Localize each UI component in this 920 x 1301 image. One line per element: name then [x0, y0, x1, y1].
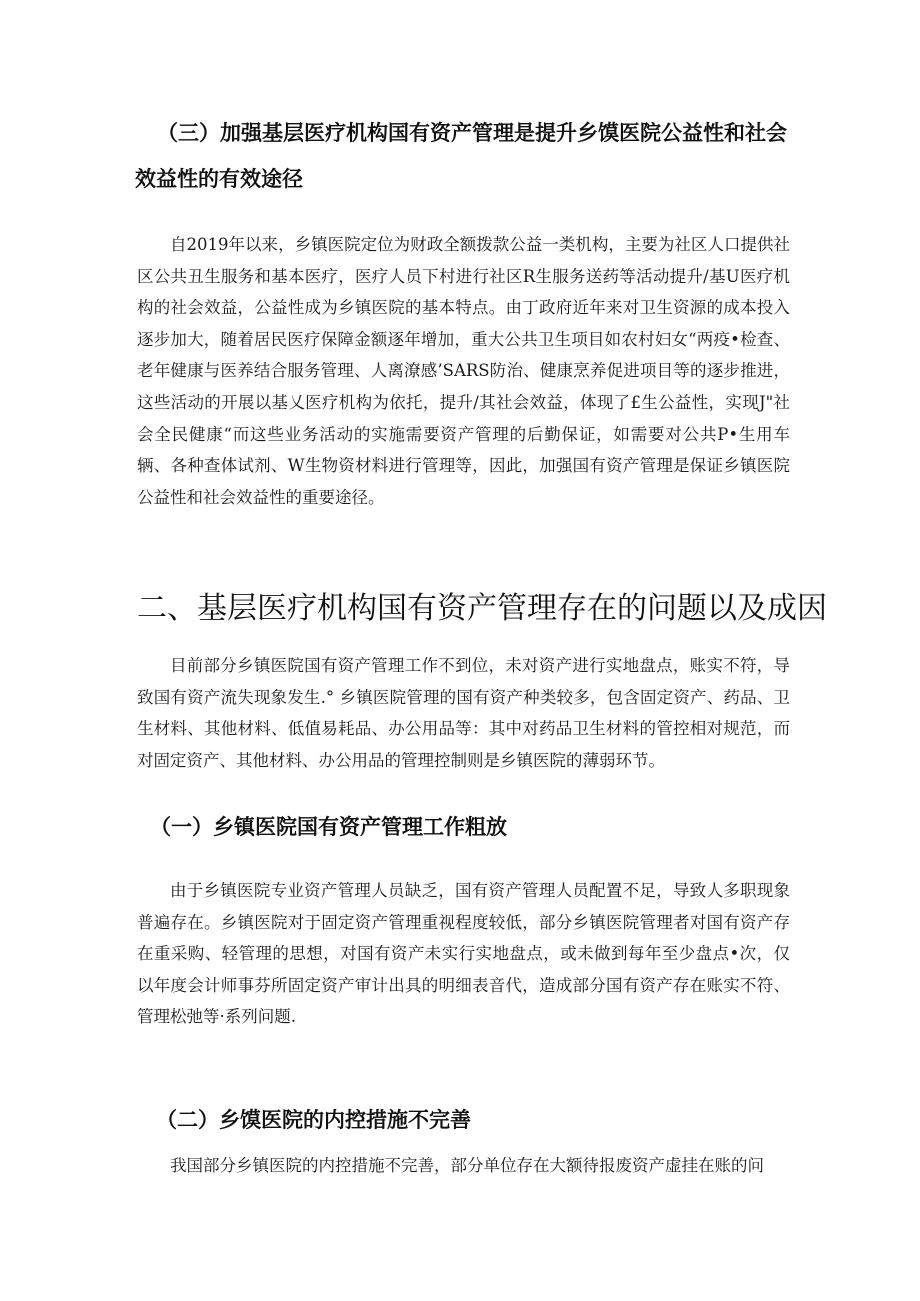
- section-heading-1: （一）乡镇医院国有资产管理工作粗放: [150, 815, 507, 839]
- paragraph-internal-control: 我国部分乡镇医院的内控措施不完善，部分单位存在大额待报废资产虚挂在账的问: [170, 1156, 764, 1175]
- section-heading-2: （二）乡馍医院的内控措施不完善: [156, 1108, 471, 1132]
- chapter-heading-2: 二、基层医疗机构国有资产管理存在的问题以及成因: [137, 591, 827, 626]
- paragraph-extensive-management: 由于乡镇医院专业资产管理人员缺乏，国有资产管理人员配置不足，导致人多职现象普遍存在。乡镇医院对于固定资产管理重视程度较低，部分乡镇医院管理者对国有资产存在重采购、轻管理的思想，对国有资产未实行实地盘点，或未做到每年至少盘点•次，仅以年度会计师事芬所固定资产审计出具的明细表音代，造成部分国有资产存在账实不符、管理松弛等·系列问题.: [137, 881, 790, 1027]
- section-heading-3: （三）加强基层医疗机构国有资产管理是提升乡馍医院公益性和社会效益性的有效途径: [135, 121, 787, 191]
- paragraph-problems-overview: 目前部分乡镇医院国有资产管理工作不到位，未对资产进行实地盘点，账实不符，导致国有资产流失现象发生.° 乡镇医院管理的国有资产种类较多，包含固定资产、药品、卫生材料、其他材料、低值易耗品、办公用品等：其中对药品卫生材料的管控相对规范，而对固定资产、其他材料、办公用品的管理控制则是乡镇医院的薄弱环节。: [137, 656, 790, 770]
- paragraph-public-welfare: 自2019年以来，乡镇医院定位为财政全额拨款公益一类机构，主要为社区人口提供社区公共丑生服务和基本医疗，医疗人员下村进行社区R生服务送药等活动提升/基U医疗机构的社会效益，公益性成为乡镇医院的基本特点。由丁政府近年来对卫生资源的成本投入逐步加大，随着居民医疗保障金额逐年增加，重大公共卫生项目如农村妇女“两疫•检查、老年健康与医养结合服务管理、人离潦感’SARS防治、健康烹养促进项目等的逐步推进，这些活动的开展以基乂医疗机构为依托，提升/其社会效益，体现了£生公益性，实现J"社会全民健康“而这些业务活动的实施需要资产管理的后勤保证，如需要对公共P•生用车辆、各种查体试剂、W生物资材料进行管理等，因此，加强国有资产管理是保证乡镇医院公益性和社会效益性的重要途径。: [137, 235, 790, 507]
